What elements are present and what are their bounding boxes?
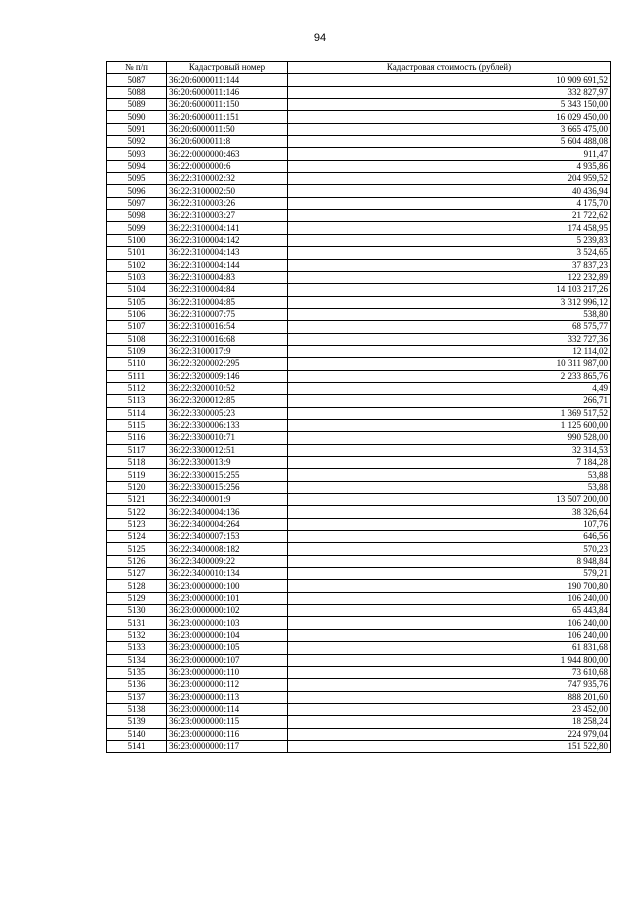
cadastral-value-cell: 32 314,53 — [288, 444, 611, 456]
row-number-cell: 5132 — [107, 629, 167, 641]
cadastral-value-cell: 1 944 800,00 — [288, 654, 611, 666]
cadastral-value-cell: 579,21 — [288, 568, 611, 580]
header-cadastral-number: Кадастровый номер — [167, 62, 288, 74]
header-cadastral-value: Кадастровая стоимость (рублей) — [288, 62, 611, 74]
row-number-cell: 5112 — [107, 382, 167, 394]
row-number-cell: 5116 — [107, 432, 167, 444]
table-row — [107, 74, 611, 86]
row-number-cell: 5127 — [107, 568, 167, 580]
row-number-cell: 5117 — [107, 444, 167, 456]
row-number-cell: 5141 — [107, 740, 167, 752]
row-number-cell: 5093 — [107, 148, 167, 160]
table-row — [107, 395, 611, 407]
table-row — [107, 210, 611, 222]
row-number-cell: 5088 — [107, 86, 167, 98]
cadastral-value-cell: 61 831,68 — [288, 642, 611, 654]
cadastral-number-cell: 36:22:3400008:182 — [167, 543, 288, 555]
cadastral-value-cell: 332 827,97 — [288, 86, 611, 98]
row-number-cell: 5134 — [107, 654, 167, 666]
cadastral-number-cell: 36:20:6000011:146 — [167, 86, 288, 98]
cadastral-value-cell: 888 201,60 — [288, 691, 611, 703]
row-number-cell: 5121 — [107, 494, 167, 506]
cadastral-value-cell: 40 436,94 — [288, 185, 611, 197]
cadastral-value-cell: 174 458,95 — [288, 222, 611, 234]
cadastral-number-cell: 36:23:0000000:115 — [167, 716, 288, 728]
table-row — [107, 703, 611, 715]
cadastral-value-cell: 204 959,52 — [288, 173, 611, 185]
table-row — [107, 111, 611, 123]
table-row — [107, 419, 611, 431]
row-number-cell: 5101 — [107, 247, 167, 259]
cadastral-number-cell: 36:22:3100003:26 — [167, 197, 288, 209]
cadastral-value-cell: 570,23 — [288, 543, 611, 555]
table-row — [107, 259, 611, 271]
cadastral-number-cell: 36:23:0000000:103 — [167, 617, 288, 629]
cadastral-number-cell: 36:22:0000000:6 — [167, 160, 288, 172]
cadastral-value-cell: 4 935,86 — [288, 160, 611, 172]
cadastral-value-cell: 3 524,65 — [288, 247, 611, 259]
cadastral-number-cell: 36:22:3100004:84 — [167, 284, 288, 296]
cadastral-number-cell: 36:23:0000000:113 — [167, 691, 288, 703]
table-row — [107, 173, 611, 185]
table-row — [107, 728, 611, 740]
cadastral-number-cell: 36:22:3100017:9 — [167, 345, 288, 357]
cadastral-number-cell: 36:20:6000011:50 — [167, 123, 288, 135]
table-header-row — [107, 62, 611, 74]
table-row — [107, 358, 611, 370]
row-number-cell: 5104 — [107, 284, 167, 296]
cadastral-number-cell: 36:22:3100004:141 — [167, 222, 288, 234]
page-number: 94 — [313, 32, 327, 44]
table-row — [107, 716, 611, 728]
cadastral-value-cell: 3 665 475,00 — [288, 123, 611, 135]
cadastral-number-cell: 36:22:3400009:22 — [167, 555, 288, 567]
table-row — [107, 568, 611, 580]
cadastral-number-cell: 36:22:3100004:142 — [167, 234, 288, 246]
cadastral-number-cell: 36:22:3100002:32 — [167, 173, 288, 185]
cadastral-number-cell: 36:23:0000000:105 — [167, 642, 288, 654]
table-row — [107, 605, 611, 617]
row-number-cell: 5130 — [107, 605, 167, 617]
row-number-cell: 5100 — [107, 234, 167, 246]
cadastral-value-cell: 65 443,84 — [288, 605, 611, 617]
cadastral-number-cell: 36:22:3100007:75 — [167, 308, 288, 320]
cadastral-value-cell: 106 240,00 — [288, 617, 611, 629]
cadastral-number-cell: 36:23:0000000:100 — [167, 580, 288, 592]
table-row — [107, 679, 611, 691]
table-row — [107, 518, 611, 530]
cadastral-number-cell: 36:22:3100004:85 — [167, 296, 288, 308]
cadastral-number-cell: 36:22:3400004:136 — [167, 506, 288, 518]
cadastral-number-cell: 36:23:0000000:107 — [167, 654, 288, 666]
table-row — [107, 284, 611, 296]
table-row — [107, 160, 611, 172]
table-row — [107, 185, 611, 197]
table-row — [107, 321, 611, 333]
table-body — [107, 74, 611, 753]
table-row — [107, 481, 611, 493]
table-row — [107, 345, 611, 357]
cadastral-number-cell: 36:23:0000000:110 — [167, 666, 288, 678]
cadastral-number-cell: 36:23:0000000:102 — [167, 605, 288, 617]
cadastral-number-cell: 36:22:3200002:295 — [167, 358, 288, 370]
cadastral-value-cell: 38 326,64 — [288, 506, 611, 518]
row-number-cell: 5098 — [107, 210, 167, 222]
row-number-cell: 5105 — [107, 296, 167, 308]
cadastral-value-cell: 332 727,36 — [288, 333, 611, 345]
row-number-cell: 5091 — [107, 123, 167, 135]
cadastral-number-cell: 36:22:3100004:144 — [167, 259, 288, 271]
table-row — [107, 457, 611, 469]
cadastral-value-cell: 4 175,70 — [288, 197, 611, 209]
cadastral-value-cell: 8 948,84 — [288, 555, 611, 567]
row-number-cell: 5107 — [107, 321, 167, 333]
cadastral-number-cell: 36:22:3100016:68 — [167, 333, 288, 345]
cadastral-number-cell: 36:22:3300015:256 — [167, 481, 288, 493]
cadastral-number-cell: 36:22:3300010:71 — [167, 432, 288, 444]
cadastral-value-cell: 12 114,02 — [288, 345, 611, 357]
cadastral-number-cell: 36:22:3400004:264 — [167, 518, 288, 530]
row-number-cell: 5110 — [107, 358, 167, 370]
cadastral-number-cell: 36:22:3400007:153 — [167, 531, 288, 543]
cadastral-number-cell: 36:22:3100004:143 — [167, 247, 288, 259]
cadastral-number-cell: 36:23:0000000:101 — [167, 592, 288, 604]
table-row — [107, 407, 611, 419]
table-row — [107, 642, 611, 654]
table-row — [107, 370, 611, 382]
cadastral-value-cell: 538,80 — [288, 308, 611, 320]
cadastral-value-cell: 5 239,83 — [288, 234, 611, 246]
cadastral-value-cell: 73 610,68 — [288, 666, 611, 678]
cadastral-number-cell: 36:20:6000011:150 — [167, 99, 288, 111]
cadastral-value-cell: 5 604 488,08 — [288, 136, 611, 148]
cadastral-number-cell: 36:22:3400001:9 — [167, 494, 288, 506]
table-row — [107, 617, 611, 629]
row-number-cell: 5118 — [107, 457, 167, 469]
cadastral-number-cell: 36:20:6000011:144 — [167, 74, 288, 86]
cadastral-number-cell: 36:22:3300006:133 — [167, 419, 288, 431]
table-row — [107, 666, 611, 678]
cadastral-value-cell: 10 311 987,00 — [288, 358, 611, 370]
cadastral-number-cell: 36:23:0000000:104 — [167, 629, 288, 641]
row-number-cell: 5102 — [107, 259, 167, 271]
cadastral-value-cell: 18 258,24 — [288, 716, 611, 728]
cadastral-value-cell: 106 240,00 — [288, 629, 611, 641]
row-number-cell: 5137 — [107, 691, 167, 703]
cadastral-number-cell: 36:22:3300012:51 — [167, 444, 288, 456]
cadastral-number-cell: 36:22:3300013:9 — [167, 457, 288, 469]
cadastral-number-cell: 36:23:0000000:112 — [167, 679, 288, 691]
cadastral-number-cell: 36:22:3400010:134 — [167, 568, 288, 580]
cadastral-value-cell: 13 507 200,00 — [288, 494, 611, 506]
cadastral-number-cell: 36:22:3300005:23 — [167, 407, 288, 419]
cadastral-value-cell: 7 184,28 — [288, 457, 611, 469]
cadastral-value-cell: 1 125 600,00 — [288, 419, 611, 431]
row-number-cell: 5133 — [107, 642, 167, 654]
row-number-cell: 5136 — [107, 679, 167, 691]
cadastral-value-cell: 5 343 150,00 — [288, 99, 611, 111]
cadastral-value-cell: 747 935,76 — [288, 679, 611, 691]
row-number-cell: 5099 — [107, 222, 167, 234]
cadastral-value-cell: 37 837,23 — [288, 259, 611, 271]
table-row — [107, 580, 611, 592]
row-number-cell: 5097 — [107, 197, 167, 209]
table-row — [107, 592, 611, 604]
cadastral-value-cell: 4,49 — [288, 382, 611, 394]
row-number-cell: 5119 — [107, 469, 167, 481]
row-number-cell: 5140 — [107, 728, 167, 740]
row-number-cell: 5124 — [107, 531, 167, 543]
table-row — [107, 99, 611, 111]
table-row — [107, 469, 611, 481]
row-number-cell: 5087 — [107, 74, 167, 86]
row-number-cell: 5103 — [107, 271, 167, 283]
cadastral-number-cell: 36:23:0000000:116 — [167, 728, 288, 740]
cadastral-value-cell: 107,76 — [288, 518, 611, 530]
table-row — [107, 444, 611, 456]
cadastral-value-cell: 14 103 217,26 — [288, 284, 611, 296]
cadastral-number-cell: 36:22:3200010:52 — [167, 382, 288, 394]
cadastral-value-cell: 16 029 450,00 — [288, 111, 611, 123]
table-row — [107, 333, 611, 345]
row-number-cell: 5108 — [107, 333, 167, 345]
row-number-cell: 5126 — [107, 555, 167, 567]
row-number-cell: 5125 — [107, 543, 167, 555]
row-number-cell: 5139 — [107, 716, 167, 728]
cadastral-value-cell: 21 722,62 — [288, 210, 611, 222]
table-row — [107, 629, 611, 641]
table-row — [107, 234, 611, 246]
row-number-cell: 5135 — [107, 666, 167, 678]
row-number-cell: 5094 — [107, 160, 167, 172]
cadastral-number-cell: 36:22:0000000:463 — [167, 148, 288, 160]
row-number-cell: 5096 — [107, 185, 167, 197]
cadastral-number-cell: 36:22:3100004:83 — [167, 271, 288, 283]
cadastral-number-cell: 36:23:0000000:117 — [167, 740, 288, 752]
cadastral-number-cell: 36:20:6000011:151 — [167, 111, 288, 123]
table-row — [107, 136, 611, 148]
cadastral-number-cell: 36:22:3100002:50 — [167, 185, 288, 197]
row-number-cell: 5122 — [107, 506, 167, 518]
table-row — [107, 494, 611, 506]
cadastral-value-cell: 646,56 — [288, 531, 611, 543]
cadastral-number-cell: 36:22:3100016:54 — [167, 321, 288, 333]
cadastral-value-cell: 10 909 691,52 — [288, 74, 611, 86]
cadastral-number-cell: 36:22:3200009:146 — [167, 370, 288, 382]
cadastral-value-cell: 68 575,77 — [288, 321, 611, 333]
row-number-cell: 5095 — [107, 173, 167, 185]
cadastral-number-cell: 36:22:3100003:27 — [167, 210, 288, 222]
row-number-cell: 5090 — [107, 111, 167, 123]
table-row — [107, 86, 611, 98]
row-number-cell: 5138 — [107, 703, 167, 715]
cadastral-value-cell: 1 369 517,52 — [288, 407, 611, 419]
table-row — [107, 148, 611, 160]
cadastral-number-cell: 36:23:0000000:114 — [167, 703, 288, 715]
row-number-cell: 5128 — [107, 580, 167, 592]
cadastral-value-cell: 122 232,89 — [288, 271, 611, 283]
table-row — [107, 654, 611, 666]
cadastral-value-cell: 190 700,80 — [288, 580, 611, 592]
row-number-cell: 5131 — [107, 617, 167, 629]
table-row — [107, 555, 611, 567]
table-row — [107, 296, 611, 308]
cadastral-value-cell: 224 979,04 — [288, 728, 611, 740]
cadastral-number-cell: 36:22:3200012:85 — [167, 395, 288, 407]
table-row — [107, 197, 611, 209]
cadastral-value-cell: 53,88 — [288, 469, 611, 481]
row-number-cell: 5114 — [107, 407, 167, 419]
row-number-cell: 5120 — [107, 481, 167, 493]
row-number-cell: 5113 — [107, 395, 167, 407]
row-number-cell: 5106 — [107, 308, 167, 320]
table-row — [107, 308, 611, 320]
row-number-cell: 5129 — [107, 592, 167, 604]
cadastral-value-cell: 151 522,80 — [288, 740, 611, 752]
row-number-cell: 5115 — [107, 419, 167, 431]
cadastral-value-cell: 23 452,00 — [288, 703, 611, 715]
cadastral-value-cell: 106 240,00 — [288, 592, 611, 604]
table-row — [107, 740, 611, 752]
cadastral-value-cell: 266,71 — [288, 395, 611, 407]
table-row — [107, 506, 611, 518]
cadastral-value-cell: 2 233 865,76 — [288, 370, 611, 382]
table-row — [107, 123, 611, 135]
cadastral-value-cell: 911,47 — [288, 148, 611, 160]
cadastral-number-cell: 36:20:6000011:8 — [167, 136, 288, 148]
table-row — [107, 531, 611, 543]
row-number-cell: 5089 — [107, 99, 167, 111]
table-row — [107, 543, 611, 555]
row-number-cell: 5109 — [107, 345, 167, 357]
table-row — [107, 432, 611, 444]
cadastral-number-cell: 36:22:3300015:255 — [167, 469, 288, 481]
row-number-cell: 5092 — [107, 136, 167, 148]
row-number-cell: 5123 — [107, 518, 167, 530]
table-row — [107, 271, 611, 283]
table-row — [107, 382, 611, 394]
table-row — [107, 247, 611, 259]
header-row-number: № п/п — [107, 62, 167, 74]
cadastral-value-cell: 990 528,00 — [288, 432, 611, 444]
table-row — [107, 222, 611, 234]
table-row — [107, 691, 611, 703]
cadastral-value-cell: 53,88 — [288, 481, 611, 493]
row-number-cell: 5111 — [107, 370, 167, 382]
cadastral-value-cell: 3 312 996,12 — [288, 296, 611, 308]
cadastral-value-table — [106, 61, 611, 753]
